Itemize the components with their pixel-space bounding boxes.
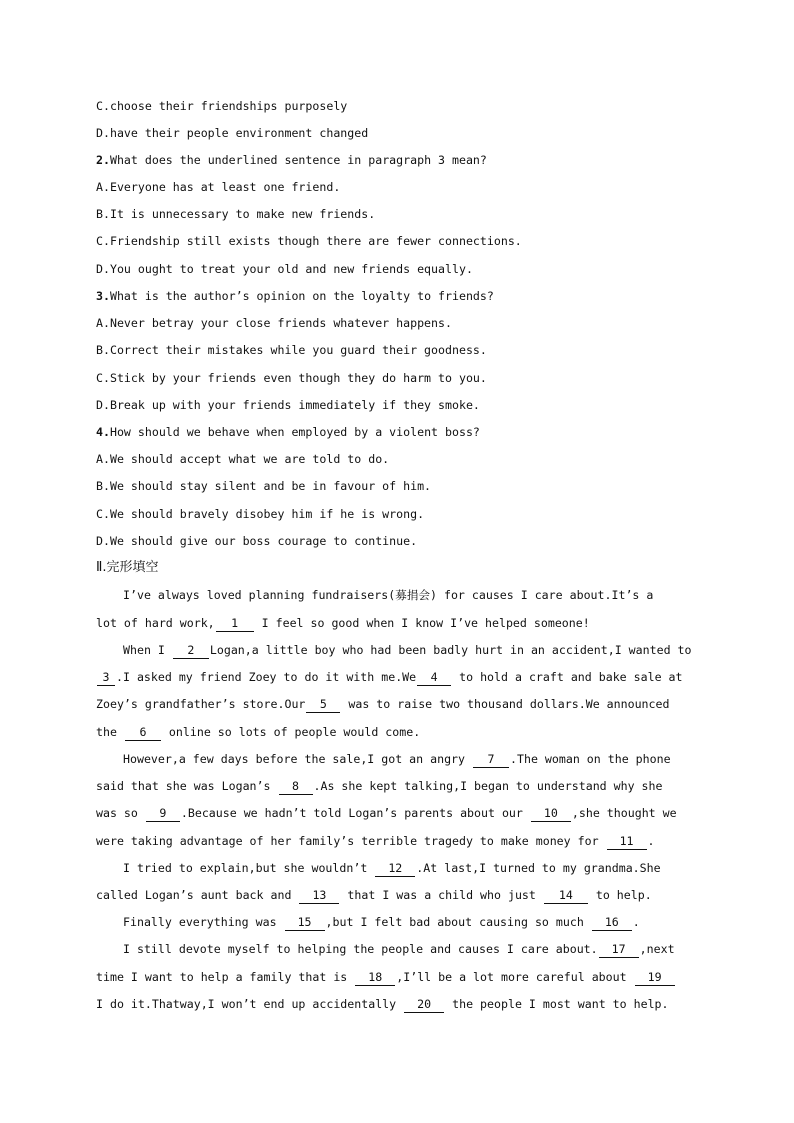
q4-option-a: A.We should accept what we are told to do. [96,452,390,466]
blank-6[interactable]: 6 [125,725,161,741]
cloze-text: .As she kept talking,I began to understand why she [313,779,663,793]
q2-stem-text: What does the underlined sentence in paragraph 3 mean? [109,153,487,167]
q2-number: 2. [96,153,110,167]
cloze-line-2 [96,614,694,632]
cloze-line-7 [96,750,694,768]
cloze-text: ,but I felt bad about causing so much [325,915,584,929]
cloze-line-6 [96,723,694,741]
cloze-text: When I [123,643,165,657]
blank-7[interactable]: 7 [473,752,509,768]
blank-9[interactable]: 9 [146,806,180,822]
cloze-text: ,I’ll be a lot more careful about [396,970,627,984]
cloze-line-15 [96,968,694,986]
q4-stem [96,423,694,441]
q2-option-a: A.Everyone has at least one friend. [96,180,341,194]
cloze-text: Zoey’s grandfather’s store.Our [96,697,306,711]
cloze-line-14 [96,940,694,958]
cloze-text: . [647,834,655,848]
q2-option-c: C.Friendship still exists though there are fewer connections. [96,234,522,248]
cloze-text: the people I most want to help. [452,997,669,1011]
cloze-text: that I was a child who just [347,888,536,902]
q1-option-d: D.have their people environment changed [96,126,369,140]
blank-16[interactable]: 16 [592,915,632,931]
blank-17[interactable]: 17 [599,942,639,958]
section-heading-cloze: Ⅱ.完形填空 [96,560,159,575]
blank-1[interactable]: 1 [216,616,254,632]
cloze-text: I feel so good when I know I’ve helped someone! [261,616,590,630]
q3-stem [96,287,694,305]
cloze-text: . [632,915,640,929]
q3-option-c: C.Stick by your friends even though they do harm to you. [96,371,487,385]
q3-option-a: A.Never betray your close friends whatever happens. [96,316,452,330]
cloze-line-9 [96,804,694,822]
cloze-line-16 [96,995,694,1013]
blank-13[interactable]: 13 [299,888,339,904]
cloze-text: to help. [595,888,652,902]
cloze-text: the [96,725,117,739]
blank-3[interactable]: 3 [97,670,115,686]
cloze-text: .At last,I turned to my grandma.She [416,861,661,875]
cloze-text: .Because we hadn’t told Logan’s parents about our [180,806,523,820]
cloze-text: to hold a craft and bake sale at [459,670,683,684]
cloze-text: However,a few days before the sale,I got an angry [123,752,466,766]
q1-option-c: C.choose their friendships purposely [96,99,348,113]
blank-18[interactable]: 18 [355,970,395,986]
cloze-text: called Logan’s aunt back and [96,888,292,902]
cloze-line-1: I’ve always loved planning fundraisers(募捐会) for causes I care about.It’s a [123,588,654,602]
cloze-text: time I want to help a family that is [96,970,348,984]
q3-number: 3. [96,289,110,303]
q3-stem-text: What is the author’s opinion on the loyalty to friends? [109,289,494,303]
blank-4[interactable]: 4 [417,670,451,686]
cloze-line-4 [96,668,694,686]
q4-option-c: C.We should bravely disobey him if he is wrong. [96,507,425,521]
blank-15[interactable]: 15 [285,915,325,931]
q4-option-d: D.We should give our boss courage to continue. [96,534,418,548]
cloze-text: were taking advantage of her family’s terrible tragedy to make money for [96,834,599,848]
cloze-text: ,she thought we [571,806,677,820]
cloze-text: I tried to explain,but she wouldn’t [123,861,368,875]
cloze-text: .I asked my friend Zoey to do it with me.We [116,670,417,684]
blank-10[interactable]: 10 [531,806,571,822]
cloze-text: said that she was Logan’s [96,779,271,793]
q2-option-b: B.It is unnecessary to make new friends. [96,207,376,221]
blank-8[interactable]: 8 [279,779,313,795]
cloze-line-8 [96,777,694,795]
blank-20[interactable]: 20 [404,997,444,1013]
cloze-line-10 [96,832,694,850]
cloze-text: .The woman on the phone [510,752,671,766]
cloze-text: ,next [639,942,675,956]
cloze-line-5 [96,695,694,713]
cloze-text: I do it.Thatway,I won’t end up accidentally [96,997,397,1011]
cloze-text: was to raise two thousand dollars.We announced [348,697,670,711]
cloze-line-12 [96,886,694,904]
q4-stem-text: How should we behave when employed by a violent boss? [109,425,480,439]
blank-2[interactable]: 2 [173,643,209,659]
q4-option-b: B.We should stay silent and be in favour of him. [96,479,432,493]
cloze-text: Finally everything was [123,915,277,929]
blank-19[interactable]: 19 [635,970,675,986]
cloze-line-11 [96,859,694,877]
cloze-text: Logan,a little boy who had been badly hurt in an accident,I wanted to [209,643,692,657]
q3-option-d: D.Break up with your friends immediately if they smoke. [96,398,480,412]
cloze-text: online so lots of people would come. [168,725,421,739]
cloze-line-3 [96,641,694,659]
cloze-text: I still devote myself to helping the people and causes I care about. [123,942,598,956]
cloze-text: lot of hard work, [96,616,215,630]
q3-option-b: B.Correct their mistakes while you guard their goodness. [96,343,487,357]
q2-option-d: D.You ought to treat your old and new friends equally. [96,262,473,276]
cloze-text: was so [96,806,138,820]
q2-stem [96,151,694,169]
blank-12[interactable]: 12 [375,861,415,877]
blank-5[interactable]: 5 [306,697,340,713]
q4-number: 4. [96,425,110,439]
cloze-line-13 [96,913,694,931]
blank-11[interactable]: 11 [607,834,647,850]
blank-14[interactable]: 14 [544,888,588,904]
